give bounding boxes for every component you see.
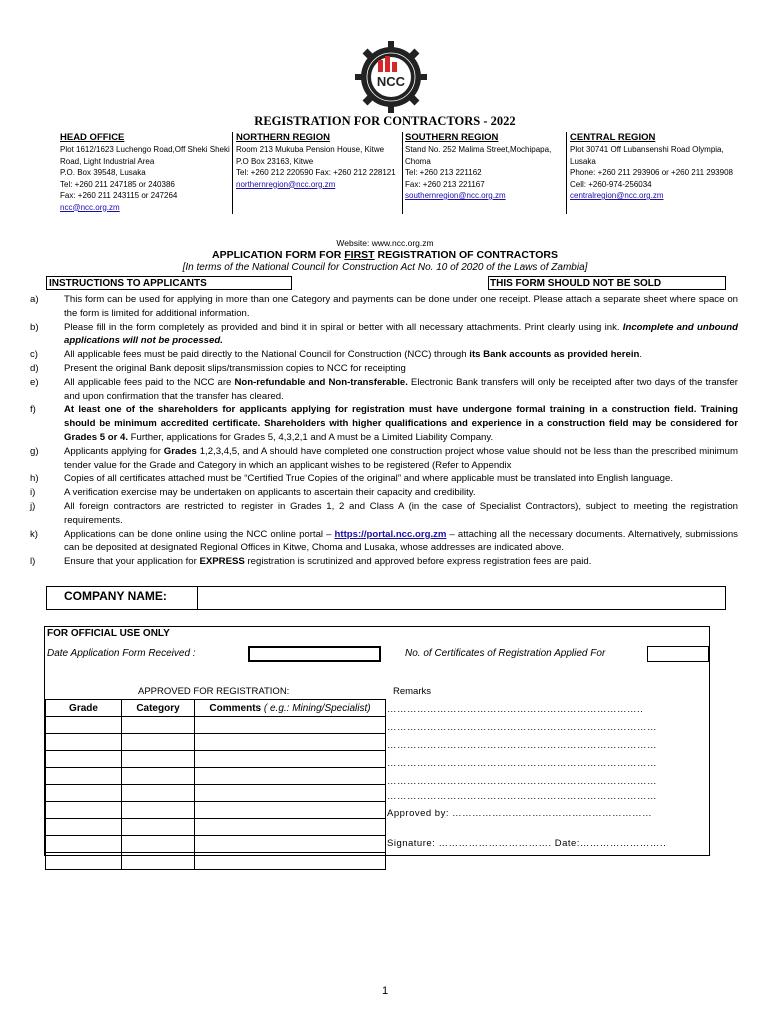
instructions-header-bar: [46, 276, 726, 290]
table-row: [46, 819, 386, 836]
approval-table: [45, 699, 386, 870]
office-line: Fax: +260 213 221167: [405, 179, 485, 189]
app-title-first: FIRST: [344, 249, 375, 261]
category-cell[interactable]: [122, 819, 195, 836]
grade-header: Grade: [46, 700, 122, 717]
category-cell[interactable]: [122, 768, 195, 785]
comments-cell[interactable]: [195, 768, 386, 785]
website-line: Website: www.ncc.org.zm: [336, 238, 434, 248]
table-row: [46, 802, 386, 819]
office-title: SOUTHERN REGION: [405, 132, 499, 143]
instruction-item: [30, 500, 738, 528]
instruction-text: Please fill in the form completely as provided and bind it in spiral or better with all necessary attachments. Print clearly using ink. Incomplete and unbound applications will not be processed.: [64, 321, 739, 347]
instruction-text: This form can be used for applying in more than one Category and payments can be done under one receipt. Please attach a separate sheet where space on the form is limited for additional information.: [64, 294, 738, 319]
category-cell[interactable]: [122, 734, 195, 751]
remarks-line[interactable]: ………………………………………………………………………: [387, 740, 657, 751]
office-line: Plot 1612/1623 Luchengo Road,Off Sheki Sheki: [60, 145, 230, 154]
office-northern: [236, 132, 401, 190]
instruction-marker: d): [30, 362, 39, 374]
office-email-link[interactable]: ncc@ncc.org.zm: [60, 202, 120, 212]
comments-cell[interactable]: [195, 785, 386, 802]
instructions-list: [30, 293, 738, 569]
grade-cell[interactable]: [46, 785, 122, 802]
office-divider: [402, 132, 403, 214]
office-email-link[interactable]: southernregion@ncc.org.zm: [405, 191, 506, 200]
office-line: P.O. Box 39548, Lusaka: [60, 168, 146, 177]
office-line: Tel: +260 212 220590 Fax: +260 212 228121: [236, 168, 396, 177]
office-email-link[interactable]: centralregion@ncc.org.zm: [570, 191, 664, 200]
office-email-link[interactable]: northernregion@ncc.org.zm: [236, 179, 336, 189]
official-use-section: [44, 626, 710, 856]
approved-by-line[interactable]: Approved by: ……………………………………………………: [387, 808, 653, 819]
instruction-text: Applications can be done online using the NCC online portal – https://portal.ncc.org.zm – attaching all the necessary documents. Alternatively, submissions can be deposited at designated Regional Offices in Kitwe, Choma and Lusaka, whose addresses are indicated above.: [64, 528, 738, 554]
category-cell[interactable]: [122, 853, 195, 870]
grade-cell[interactable]: [46, 836, 122, 853]
instruction-item: [30, 486, 738, 500]
category-cell[interactable]: [122, 836, 195, 853]
table-row: [46, 734, 386, 751]
instruction-text: Present the original Bank deposit slips/transmission copies to NCC for receipting: [64, 362, 406, 374]
instruction-item: [30, 376, 738, 404]
grade-cell[interactable]: [46, 802, 122, 819]
instruction-item: [30, 555, 738, 569]
instruction-item: [30, 321, 738, 349]
category-cell[interactable]: [122, 717, 195, 734]
certificates-count-label: No. of Certificates of Registration Applied For: [405, 648, 606, 659]
grade-cell[interactable]: [46, 768, 122, 785]
instruction-item: [30, 445, 738, 473]
instruction-text: A verification exercise may be undertaken on applicants to ascertain their capacity and credibility.: [64, 487, 476, 499]
category-header: Category: [122, 700, 195, 717]
table-row: [46, 717, 386, 734]
app-title-pre: APPLICATION FORM FOR: [212, 249, 345, 261]
approved-for-registration-label: APPROVED FOR REGISTRATION:: [138, 686, 290, 697]
comments-cell[interactable]: [195, 717, 386, 734]
company-name-divider: [197, 587, 198, 609]
category-cell[interactable]: [122, 802, 195, 819]
comments-cell[interactable]: [195, 819, 386, 836]
date-received-label: Date Application Form Received :: [47, 648, 196, 659]
office-divider: [232, 132, 233, 214]
grade-cell[interactable]: [46, 751, 122, 768]
app-title-post: REGISTRATION OF CONTRACTORS: [374, 249, 558, 261]
instruction-text: All foreign contractors are restricted to register in Grades 1, 2 and Class A (in the case of Specialist Contractors), subject to meeting the registration requirements.: [64, 500, 738, 526]
instruction-marker: k): [30, 528, 38, 540]
remarks-line[interactable]: …………………………………………………………………..: [387, 704, 644, 715]
comments-header-label: Comments: [209, 702, 262, 714]
grade-cell[interactable]: [46, 734, 122, 751]
instruction-marker: i): [30, 487, 36, 499]
instructions-label: INSTRUCTIONS TO APPLICANTS: [49, 278, 207, 289]
ncc-logo: [352, 38, 430, 116]
instruction-text: All applicable fees must be paid directly to the National Council for Construction (NCC) through its Bank accounts as provided herein.: [64, 349, 643, 361]
office-head: [60, 132, 230, 213]
office-line: Plot 30741 Off Lubansenshi Road Olympia,: [570, 145, 724, 154]
instruction-text: Copies of all certificates attached must be “Certified True Copies of the original” and where applicable must be translated into English language.: [64, 473, 674, 485]
office-line: Tel: +260 211 247185 or 240386: [60, 179, 175, 189]
comments-cell[interactable]: [195, 734, 386, 751]
office-line: Stand No. 252 Malima Street,Mochipapa,: [405, 145, 552, 154]
application-form-title: [0, 249, 770, 261]
office-line: Road, Light Industrial Area: [60, 156, 155, 166]
instruction-item: [30, 362, 738, 376]
instruction-item: [30, 293, 738, 321]
comments-cell[interactable]: [195, 751, 386, 768]
comments-cell[interactable]: [195, 836, 386, 853]
instruction-marker: e): [30, 376, 39, 388]
office-title: CENTRAL REGION: [570, 132, 656, 143]
grade-cell[interactable]: [46, 717, 122, 734]
table-row: [46, 785, 386, 802]
instruction-item: [30, 348, 738, 362]
grade-cell[interactable]: [46, 819, 122, 836]
company-name-label: COMPANY NAME:: [64, 589, 167, 603]
category-cell[interactable]: [122, 751, 195, 768]
office-title: HEAD OFFICE: [60, 132, 125, 143]
official-use-title: FOR OFFICIAL USE ONLY: [47, 628, 170, 639]
comments-cell[interactable]: [195, 802, 386, 819]
office-title: NORTHERN REGION: [236, 132, 330, 143]
table-row: [46, 836, 386, 853]
office-line: Fax: +260 211 243115 or 247264: [60, 191, 178, 200]
header-gap-cell: [291, 276, 489, 290]
office-central: [570, 132, 765, 202]
remarks-line[interactable]: ………………………………………………………………………: [387, 722, 657, 733]
comments-cell[interactable]: [195, 853, 386, 870]
comments-header: [195, 700, 386, 717]
application-form-subtitle: [In terms of the National Council for Construction Act No. 10 of 2020 of the Laws of Zambia]: [182, 262, 588, 273]
office-southern: [405, 132, 563, 202]
remarks-line[interactable]: ………………………………………………………………………: [387, 791, 657, 802]
instruction-marker: j): [30, 500, 36, 512]
instruction-item: [30, 528, 738, 556]
office-line: Choma: [405, 156, 431, 166]
company-name-row: [46, 586, 726, 610]
table-row: [46, 853, 386, 870]
office-line: Room 213 Mukuba Pension House, Kitwe: [236, 145, 385, 154]
office-line: Lusaka: [570, 156, 596, 166]
category-cell[interactable]: [122, 785, 195, 802]
instruction-marker: f): [30, 404, 36, 416]
instruction-item: [30, 403, 738, 444]
instruction-marker: g): [30, 445, 39, 457]
date-received-field[interactable]: [248, 646, 381, 662]
certificates-count-field[interactable]: [647, 646, 709, 662]
company-name-field[interactable]: [199, 588, 724, 608]
document-title: REGISTRATION FOR CONTRACTORS - 2022: [254, 114, 516, 128]
remarks-line[interactable]: ………………………………………………………………………: [387, 758, 657, 769]
table-row: [46, 751, 386, 768]
table-header-row: [46, 700, 386, 717]
instruction-marker: c): [30, 349, 38, 361]
office-line: Phone: +260 211 293906 or +260 211 293908: [570, 168, 733, 177]
instruction-marker: b): [30, 321, 39, 333]
page-number: 1: [381, 985, 389, 997]
not-sold-label: THIS FORM SHOULD NOT BE SOLD: [490, 278, 662, 289]
grade-cell[interactable]: [46, 853, 122, 870]
instruction-marker: h): [30, 473, 39, 485]
instruction-text: All applicable fees paid to the NCC are Non-refundable and Non-transferable. Electronic Bank transfers will only be receipted after two days of the transfer and upon confirmation that the transfer has cleared.: [64, 376, 739, 402]
logo-ncc-text: NCC: [376, 74, 406, 89]
instruction-text: Applicants applying for Grades 1,2,3,4,5, and A should have completed one construction project whose value should not be less than the prescribed minimum tender value for the Grade and Category in which an applicant wishes to be registered (Refer to Appendix: [64, 445, 738, 471]
office-divider: [566, 132, 567, 214]
comments-example: ( e.g.: Mining/Specialist): [261, 702, 371, 714]
table-row: [46, 768, 386, 785]
remarks-line[interactable]: ………………………………………………………………………: [387, 776, 657, 787]
instruction-text: At least one of the shareholders for applicants applying for registration must have undergone formal training in a construction field. Training should be minimum accredited certificate. Shareholders with higher qualifications and experience in a construction field may be considered for Grades 5 or 4. Further, applications for Grades 5, 4,3,2,1 and A must be a Limited Liability Company.: [64, 404, 738, 443]
office-line: Cell: +260-974-256034: [570, 179, 652, 189]
remarks-label: Remarks: [393, 686, 432, 697]
instruction-text: Ensure that your application for EXPRESS registration is scrutinized and approved before express registration fees are paid.: [64, 556, 592, 568]
instruction-item: [30, 472, 738, 486]
instruction-marker: l): [30, 556, 36, 568]
office-line: Tel: +260 213 221162: [405, 168, 482, 177]
signature-date-line[interactable]: Signature: ……………………………. Date:……………………..: [387, 838, 667, 849]
instruction-marker: a): [30, 294, 39, 305]
office-line: P.O Box 23163, Kitwe: [236, 156, 314, 166]
